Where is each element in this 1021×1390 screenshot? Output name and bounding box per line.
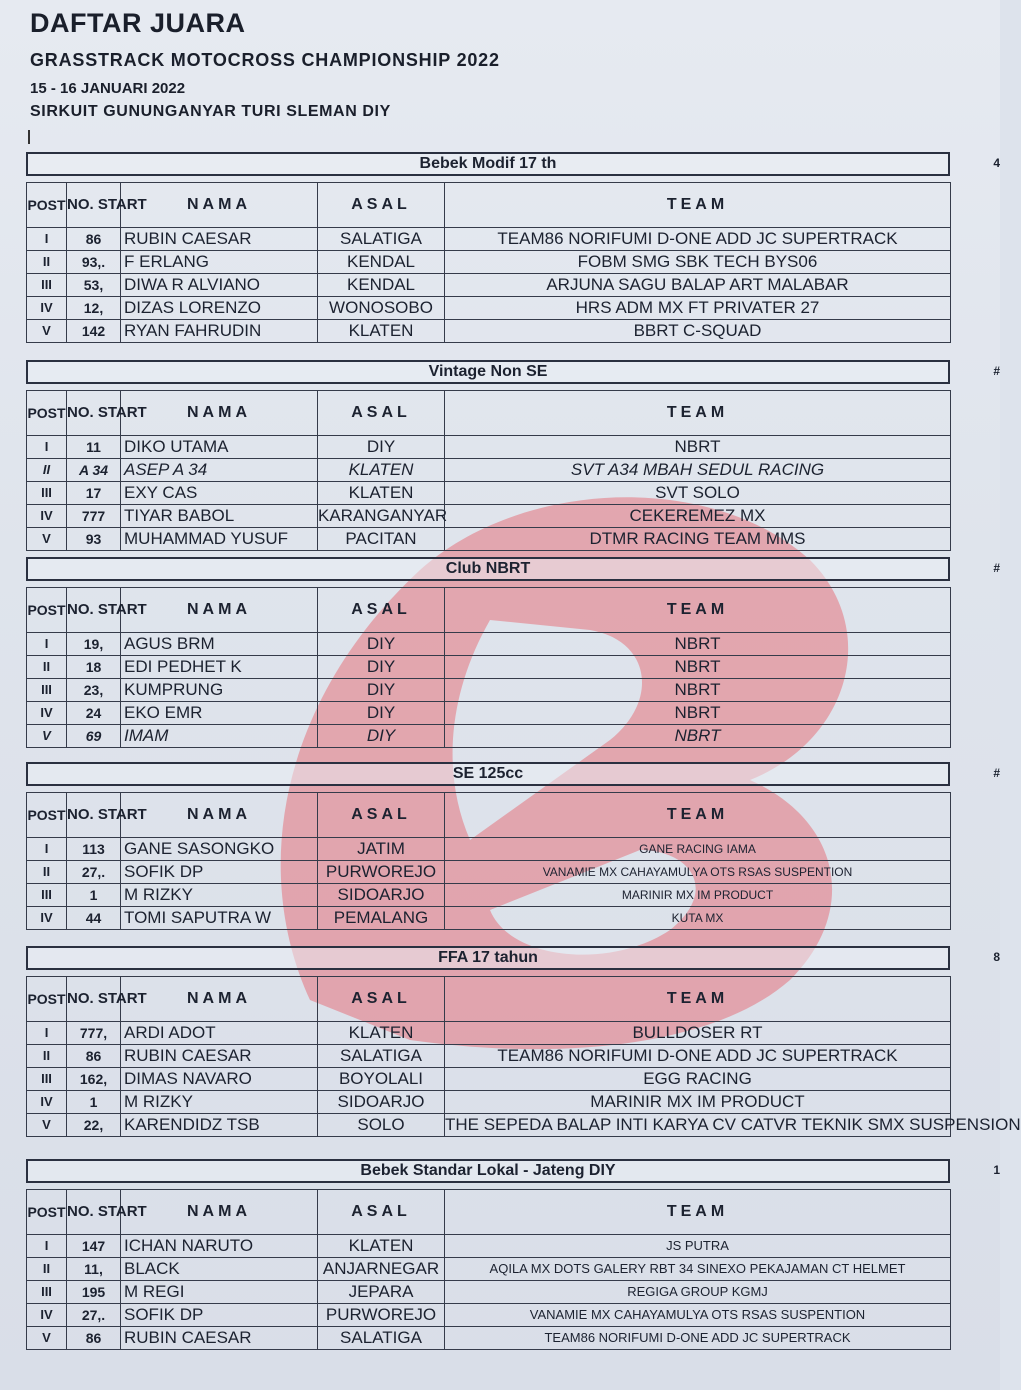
column-header-no: NO. START: [67, 183, 121, 228]
table-row: [27, 297, 951, 320]
cell-nama: RYAN FAHRUDIN: [121, 320, 318, 343]
category-title: [26, 762, 950, 786]
results-table: [26, 182, 951, 343]
cell-pos: IV: [27, 297, 67, 320]
column-header-no: NO. START: [67, 588, 121, 633]
category-name: Bebek Modif 17 th: [419, 155, 557, 172]
table-row: [27, 228, 951, 251]
cell-asal: PURWOREJO: [318, 1304, 445, 1327]
category-marker: 1: [993, 1163, 1000, 1177]
cell-no-start: 53,: [67, 274, 121, 297]
cell-pos: II: [27, 1258, 67, 1281]
cell-no-start: 44: [67, 907, 121, 930]
cell-pos: III: [27, 679, 67, 702]
cell-pos: I: [27, 1235, 67, 1258]
cell-nama: DIKO UTAMA: [121, 436, 318, 459]
table-row: [27, 884, 951, 907]
column-header-pos: POST: [27, 1190, 67, 1235]
circuit-name: SIRKUIT GUNUNGANYAR TURI SLEMAN DIY: [30, 103, 391, 120]
cell-team: GANE RACING IAMA: [445, 838, 951, 861]
cell-team: NBRT: [445, 725, 951, 748]
cell-nama: ARDI ADOT: [121, 1022, 318, 1045]
cell-team: NBRT: [445, 656, 951, 679]
cell-nama: EKO EMR: [121, 702, 318, 725]
column-header-pos: POST: [27, 588, 67, 633]
table-header-row: [27, 1190, 951, 1235]
cell-asal: DIY: [318, 725, 445, 748]
category-marker: 8: [993, 950, 1000, 964]
cell-pos: IV: [27, 1304, 67, 1327]
cell-asal: KLATEN: [318, 459, 445, 482]
column-header-nama: NAMA: [121, 183, 318, 228]
column-header-team: TEAM: [445, 977, 951, 1022]
category-name: Club NBRT: [445, 560, 531, 577]
cell-no-start: 86: [67, 1327, 121, 1350]
table-row: [27, 702, 951, 725]
table-header-row: [27, 977, 951, 1022]
cell-no-start: 24: [67, 702, 121, 725]
header-divider: [28, 130, 30, 144]
cell-nama: DIZAS LORENZO: [121, 297, 318, 320]
cell-no-start: 1: [67, 884, 121, 907]
cell-team: ARJUNA SAGU BALAP ART MALABAR: [445, 274, 951, 297]
cell-nama: M RIZKY: [121, 884, 318, 907]
cell-asal: KLATEN: [318, 320, 445, 343]
cell-pos: IV: [27, 505, 67, 528]
cell-nama: SOFIK DP: [121, 1304, 318, 1327]
cell-nama: AGUS BRM: [121, 633, 318, 656]
category-name: Bebek Standar Lokal - Jateng DIY: [360, 1162, 616, 1179]
cell-team: FOBM SMG SBK TECH BYS06: [445, 251, 951, 274]
cell-asal: SOLO: [318, 1114, 445, 1137]
cell-team: MARINIR MX IM PRODUCT: [445, 884, 951, 907]
category-title: [26, 1159, 950, 1183]
table-row: [27, 482, 951, 505]
category-marker: #: [993, 766, 1000, 780]
cell-asal: DIY: [318, 679, 445, 702]
category-section: [26, 360, 1000, 551]
cell-asal: KLATEN: [318, 482, 445, 505]
cell-team: TEAM86 NORIFUMI D-ONE ADD JC SUPERTRACK: [445, 1327, 951, 1350]
cell-team: CEKEREMEZ MX: [445, 505, 951, 528]
category-section: [26, 152, 1000, 343]
cell-no-start: 162,: [67, 1068, 121, 1091]
column-header-team: TEAM: [445, 793, 951, 838]
cell-no-start: 86: [67, 228, 121, 251]
table-row: [27, 656, 951, 679]
column-header-asal: ASAL: [318, 391, 445, 436]
cell-nama: MUHAMMAD YUSUF: [121, 528, 318, 551]
cell-pos: I: [27, 633, 67, 656]
table-row: [27, 679, 951, 702]
table-header-row: [27, 183, 951, 228]
column-header-team: TEAM: [445, 1190, 951, 1235]
cell-pos: I: [27, 1022, 67, 1045]
column-header-no: NO. START: [67, 793, 121, 838]
cell-no-start: 142: [67, 320, 121, 343]
cell-no-start: 23,: [67, 679, 121, 702]
cell-nama: EXY CAS: [121, 482, 318, 505]
column-header-nama: NAMA: [121, 588, 318, 633]
cell-no-start: 27,.: [67, 1304, 121, 1327]
cell-pos: I: [27, 436, 67, 459]
column-header-nama: NAMA: [121, 391, 318, 436]
column-header-team: TEAM: [445, 391, 951, 436]
cell-asal: DIY: [318, 656, 445, 679]
column-header-pos: POST: [27, 391, 67, 436]
cell-nama: RUBIN CAESAR: [121, 1045, 318, 1068]
cell-pos: V: [27, 528, 67, 551]
cell-team: EGG RACING: [445, 1068, 951, 1091]
column-header-team: TEAM: [445, 183, 951, 228]
table-row: [27, 1114, 951, 1137]
cell-asal: JATIM: [318, 838, 445, 861]
cell-nama: RUBIN CAESAR: [121, 1327, 318, 1350]
cell-asal: ANJARNEGAR: [318, 1258, 445, 1281]
cell-no-start: 113: [67, 838, 121, 861]
cell-team: REGIGA GROUP KGMJ: [445, 1281, 951, 1304]
cell-no-start: 147: [67, 1235, 121, 1258]
cell-team: JS PUTRA: [445, 1235, 951, 1258]
cell-no-start: 93: [67, 528, 121, 551]
category-marker: #: [993, 561, 1000, 575]
results-table: [26, 390, 951, 551]
column-header-asal: ASAL: [318, 793, 445, 838]
cell-asal: DIY: [318, 702, 445, 725]
cell-pos: II: [27, 656, 67, 679]
cell-team: VANAMIE MX CAHAYAMULYA OTS RSAS SUSPENTION: [445, 861, 951, 884]
cell-pos: I: [27, 228, 67, 251]
cell-team: BULLDOSER RT: [445, 1022, 951, 1045]
table-row: [27, 1068, 951, 1091]
cell-team: MARINIR MX IM PRODUCT: [445, 1091, 951, 1114]
cell-team: KUTA MX: [445, 907, 951, 930]
column-header-nama: NAMA: [121, 793, 318, 838]
cell-nama: BLACK: [121, 1258, 318, 1281]
cell-asal: KENDAL: [318, 274, 445, 297]
cell-nama: KARENDIDZ TSB: [121, 1114, 318, 1137]
cell-nama: ASEP A 34: [121, 459, 318, 482]
column-header-team: TEAM: [445, 588, 951, 633]
table-row: [27, 1258, 951, 1281]
cell-no-start: 12,: [67, 297, 121, 320]
cell-team: THE SEPEDA BALAP INTI KARYA CV CATVR TEKNIK SMX SUSPENSION: [445, 1114, 951, 1137]
cell-asal: BOYOLALI: [318, 1068, 445, 1091]
category-marker: #: [993, 364, 1000, 378]
table-row: [27, 274, 951, 297]
results-table: [26, 792, 951, 930]
cell-asal: SALATIGA: [318, 1045, 445, 1068]
results-table: [26, 976, 1021, 1137]
table-row: [27, 528, 951, 551]
column-header-asal: ASAL: [318, 977, 445, 1022]
table-row: [27, 1022, 951, 1045]
table-row: [27, 838, 951, 861]
column-header-pos: POST: [27, 183, 67, 228]
cell-team: NBRT: [445, 679, 951, 702]
cell-no-start: 11,: [67, 1258, 121, 1281]
cell-nama: TIYAR BABOL: [121, 505, 318, 528]
cell-team: NBRT: [445, 436, 951, 459]
column-header-no: NO. START: [67, 1190, 121, 1235]
category-name: Vintage Non SE: [428, 363, 548, 380]
cell-team: TEAM86 NORIFUMI D-ONE ADD JC SUPERTRACK: [445, 228, 951, 251]
table-header-row: [27, 793, 951, 838]
cell-team: VANAMIE MX CAHAYAMULYA OTS RSAS SUSPENTION: [445, 1304, 951, 1327]
cell-team: TEAM86 NORIFUMI D-ONE ADD JC SUPERTRACK: [445, 1045, 951, 1068]
cell-no-start: A 34: [67, 459, 121, 482]
table-row: [27, 633, 951, 656]
cell-asal: KARANGANYAR: [318, 505, 445, 528]
category-section: [26, 557, 1000, 748]
table-row: [27, 1304, 951, 1327]
table-row: [27, 1281, 951, 1304]
table-row: [27, 320, 951, 343]
cell-asal: PURWOREJO: [318, 861, 445, 884]
cell-pos: V: [27, 1114, 67, 1137]
cell-nama: IMAM: [121, 725, 318, 748]
cell-no-start: 195: [67, 1281, 121, 1304]
cell-asal: WONOSOBO: [318, 297, 445, 320]
category-title: [26, 152, 950, 176]
cell-nama: F ERLANG: [121, 251, 318, 274]
cell-asal: DIY: [318, 436, 445, 459]
cell-nama: KUMPRUNG: [121, 679, 318, 702]
cell-nama: RUBIN CAESAR: [121, 228, 318, 251]
table-row: [27, 251, 951, 274]
cell-nama: SOFIK DP: [121, 861, 318, 884]
cell-asal: PEMALANG: [318, 907, 445, 930]
cell-team: NBRT: [445, 702, 951, 725]
category-title: [26, 360, 950, 384]
category-name: FFA 17 tahun: [438, 949, 538, 966]
cell-pos: II: [27, 1045, 67, 1068]
column-header-no: NO. START: [67, 391, 121, 436]
cell-asal: SIDOARJO: [318, 884, 445, 907]
table-row: [27, 725, 951, 748]
cell-team: DTMR RACING TEAM MMS: [445, 528, 951, 551]
cell-asal: SALATIGA: [318, 228, 445, 251]
cell-pos: III: [27, 274, 67, 297]
cell-nama: ICHAN NARUTO: [121, 1235, 318, 1258]
cell-pos: III: [27, 884, 67, 907]
category-marker: 4: [993, 156, 1000, 170]
cell-pos: II: [27, 459, 67, 482]
cell-asal: KLATEN: [318, 1022, 445, 1045]
cell-nama: M RIZKY: [121, 1091, 318, 1114]
table-header-row: [27, 588, 951, 633]
cell-no-start: 777,: [67, 1022, 121, 1045]
cell-team: HRS ADM MX FT PRIVATER 27: [445, 297, 951, 320]
results-table: [26, 587, 951, 748]
table-row: [27, 1091, 951, 1114]
cell-pos: IV: [27, 907, 67, 930]
cell-no-start: 69: [67, 725, 121, 748]
cell-pos: III: [27, 1068, 67, 1091]
cell-team: SVT A34 MBAH SEDUL RACING: [445, 459, 951, 482]
table-row: [27, 1327, 951, 1350]
category-title: [26, 946, 950, 970]
cell-asal: DIY: [318, 633, 445, 656]
cell-no-start: 777: [67, 505, 121, 528]
table-row: [27, 1235, 951, 1258]
cell-nama: TOMI SAPUTRA W: [121, 907, 318, 930]
cell-no-start: 86: [67, 1045, 121, 1068]
cell-team: AQILA MX DOTS GALERY RBT 34 SINEXO PEKAJAMAN CT HELMET: [445, 1258, 951, 1281]
category-title: [26, 557, 950, 581]
cell-asal: SIDOARJO: [318, 1091, 445, 1114]
cell-nama: DIWA R ALVIANO: [121, 274, 318, 297]
cell-pos: II: [27, 861, 67, 884]
cell-asal: JEPARA: [318, 1281, 445, 1304]
table-row: [27, 436, 951, 459]
cell-asal: SALATIGA: [318, 1327, 445, 1350]
cell-pos: III: [27, 1281, 67, 1304]
column-header-asal: ASAL: [318, 183, 445, 228]
cell-nama: GANE SASONGKO: [121, 838, 318, 861]
table-row: [27, 459, 951, 482]
table-row: [27, 505, 951, 528]
cell-team: NBRT: [445, 633, 951, 656]
cell-asal: KENDAL: [318, 251, 445, 274]
category-section: [26, 946, 1021, 1137]
cell-pos: IV: [27, 1091, 67, 1114]
cell-pos: I: [27, 838, 67, 861]
table-row: [27, 907, 951, 930]
cell-no-start: 11: [67, 436, 121, 459]
table-row: [27, 861, 951, 884]
column-header-nama: NAMA: [121, 1190, 318, 1235]
cell-asal: KLATEN: [318, 1235, 445, 1258]
cell-pos: II: [27, 251, 67, 274]
cell-pos: V: [27, 725, 67, 748]
results-table: [26, 1189, 951, 1350]
column-header-no: NO. START: [67, 977, 121, 1022]
cell-team: SVT SOLO: [445, 482, 951, 505]
table-header-row: [27, 391, 951, 436]
cell-no-start: 19,: [67, 633, 121, 656]
cell-no-start: 18: [67, 656, 121, 679]
column-header-pos: POST: [27, 793, 67, 838]
cell-nama: EDI PEDHET K: [121, 656, 318, 679]
category-section: [26, 1159, 1000, 1350]
column-header-asal: ASAL: [318, 1190, 445, 1235]
page-title: DAFTAR JUARA: [30, 8, 246, 38]
cell-no-start: 93,.: [67, 251, 121, 274]
cell-nama: DIMAS NAVARO: [121, 1068, 318, 1091]
cell-team: BBRT C-SQUAD: [445, 320, 951, 343]
cell-no-start: 22,: [67, 1114, 121, 1137]
cell-pos: III: [27, 482, 67, 505]
cell-asal: PACITAN: [318, 528, 445, 551]
column-header-asal: ASAL: [318, 588, 445, 633]
table-row: [27, 1045, 951, 1068]
cell-pos: IV: [27, 702, 67, 725]
cell-no-start: 17: [67, 482, 121, 505]
cell-no-start: 27,.: [67, 861, 121, 884]
cell-pos: V: [27, 1327, 67, 1350]
column-header-pos: POST: [27, 977, 67, 1022]
cell-no-start: 1: [67, 1091, 121, 1114]
event-date: 15 - 16 JANUARI 2022: [30, 80, 186, 97]
cell-nama: M REGI: [121, 1281, 318, 1304]
column-header-nama: NAMA: [121, 977, 318, 1022]
category-name: SE 125cc: [452, 765, 524, 782]
category-section: [26, 762, 1000, 930]
cell-pos: V: [27, 320, 67, 343]
championship-name: GRASSTRACK MOTOCROSS CHAMPIONSHIP 2022: [30, 50, 500, 70]
